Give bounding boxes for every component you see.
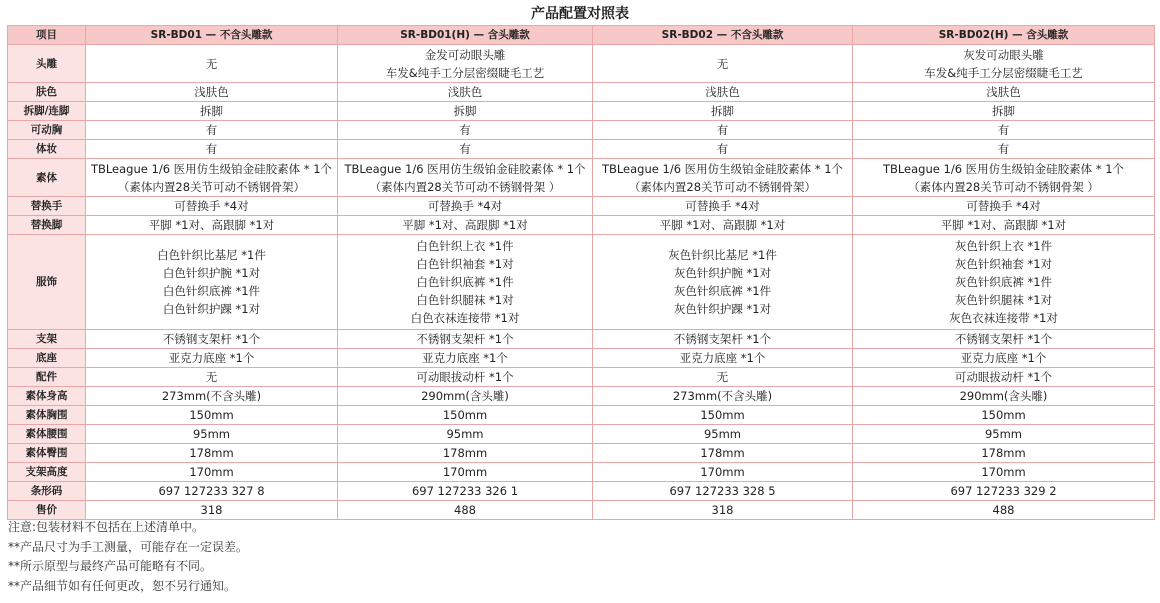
row-label: 支架高度: [8, 463, 86, 482]
cell-line: （素体内置28关节可动不锈钢骨架 ）: [908, 179, 1099, 194]
cell-line: 平脚 *1对、高跟脚 *1对: [148, 218, 275, 232]
cell-line: 有: [205, 123, 218, 137]
row-label: 底座: [8, 349, 86, 368]
table-row: [8, 406, 1155, 425]
cell-line: 灰色针织护踝 *1对: [673, 302, 772, 316]
table-row: [8, 501, 1155, 520]
table-cell: [86, 197, 338, 216]
cell-line: 亚克力底座 *1个: [422, 351, 508, 365]
cell-line: 平脚 *1对、高跟脚 *1对: [659, 218, 786, 232]
cell-line: 可替换手 *4对: [427, 199, 503, 213]
table-cell: [86, 349, 338, 368]
cell-line: 白色针织袖套 *1对: [416, 257, 514, 271]
table-cell: [338, 83, 593, 102]
cell-line: 有: [205, 142, 218, 156]
table-cell: [853, 45, 1155, 83]
row-label: 肤色: [8, 83, 86, 102]
table-cell: [338, 425, 593, 444]
table-cell: [593, 197, 853, 216]
table-cell: [86, 45, 338, 83]
cell-line: 290mm(含头雕): [421, 389, 509, 403]
cell-line: 亚克力底座 *1个: [679, 351, 766, 365]
table-cell: [593, 83, 853, 102]
row-label: 替换脚: [8, 216, 86, 235]
table-cell: [853, 197, 1155, 216]
cell-line: 可动眼拔动杆 *1个: [954, 370, 1053, 384]
table-cell: [853, 349, 1155, 368]
table-cell: [853, 102, 1155, 121]
table-cell: [593, 235, 853, 330]
cell-line: 150mm: [442, 408, 488, 422]
row-label: 支架: [8, 330, 86, 349]
table-cell: [853, 83, 1155, 102]
cell-line: 有: [459, 142, 471, 156]
table-cell: [593, 501, 853, 520]
table-cell: [338, 387, 593, 406]
table-cell: [338, 121, 593, 140]
table-cell: [593, 216, 853, 235]
table-cell: [853, 368, 1155, 387]
cell-line: 浅肤色: [194, 85, 229, 99]
row-label: 头雕: [8, 45, 86, 83]
cell-line: 灰色针织底裤 *1件: [954, 275, 1053, 289]
table-cell: [86, 463, 338, 482]
table-cell: [853, 425, 1155, 444]
column-header: SR-BD01(H) — 含头雕款: [338, 26, 593, 45]
row-label: 素体腰围: [8, 425, 86, 444]
cell-line: 178mm: [981, 446, 1026, 460]
cell-line: （素体内置28关节可动不锈钢骨架）: [117, 179, 306, 194]
table-row: [8, 444, 1155, 463]
cell-line: 可替换手 *4对: [174, 199, 249, 213]
comparison-table: [7, 25, 1155, 520]
table-cell: [86, 235, 338, 330]
table-row: [8, 121, 1155, 140]
row-label: 配件: [8, 368, 86, 387]
row-label: 体妆: [8, 140, 86, 159]
row-label: 替换手: [8, 197, 86, 216]
cell-line: 白色针织上衣 *1件: [416, 239, 514, 253]
cell-line: 273mm(不含头雕): [161, 389, 262, 403]
table-cell: [86, 387, 338, 406]
cell-line: 178mm: [442, 446, 488, 460]
cell-line: 浅肤色: [705, 85, 740, 99]
table-cell: [593, 159, 853, 197]
table-cell: [86, 444, 338, 463]
table-cell: [853, 482, 1155, 501]
table-cell: [338, 159, 593, 197]
column-header: SR-BD02(H) — 含头雕款: [853, 26, 1155, 45]
cell-line: 拆脚: [711, 104, 734, 118]
cell-line: 无: [205, 56, 218, 71]
table-cell: [593, 463, 853, 482]
cell-line: 有: [716, 142, 729, 156]
row-label: 拆脚/连脚: [8, 102, 86, 121]
table-row: [8, 102, 1155, 121]
cell-line: 有: [459, 123, 471, 137]
table-cell: [86, 140, 338, 159]
cell-line: 白色针织底裤 *1件: [162, 284, 261, 298]
table-row: [8, 349, 1155, 368]
table-cell: [853, 330, 1155, 349]
table-cell: [86, 121, 338, 140]
row-label: 素体臀围: [8, 444, 86, 463]
table-cell: [853, 235, 1155, 330]
cell-line: 可替换手 *4对: [685, 199, 760, 213]
table-cell: [338, 140, 593, 159]
row-label: 售价: [8, 501, 86, 520]
table-cell: [338, 235, 593, 330]
table-row: [8, 216, 1155, 235]
cell-line: 灰色针织护腕 *1对: [673, 266, 772, 280]
row-label: 素体胸围: [8, 406, 86, 425]
table-cell: [593, 482, 853, 501]
cell-line: 灰发可动眼头雕: [963, 47, 1044, 62]
table-cell: [338, 45, 593, 83]
cell-line: 150mm: [981, 408, 1026, 422]
cell-line: 无: [205, 370, 218, 384]
cell-line: （素体内置28关节可动不锈钢骨架 ）: [369, 179, 561, 194]
cell-line: 有: [716, 123, 729, 137]
cell-line: 灰色针织底裤 *1件: [673, 284, 772, 298]
cell-line: 178mm: [189, 446, 234, 460]
cell-line: 拆脚: [200, 104, 223, 118]
cell-line: 灰色衣袜连接带 *1对: [949, 311, 1058, 325]
page-title: 产品配置对照表: [531, 6, 629, 22]
cell-line: 273mm(不含头雕): [672, 389, 773, 403]
table-row: [8, 330, 1155, 349]
cell-line: TBLeague 1/6 医用仿生级铂金硅胶素体 * 1个: [601, 161, 844, 176]
cell-line: 178mm: [700, 446, 745, 460]
row-label: 可动胸: [8, 121, 86, 140]
cell-line: 488: [992, 503, 1015, 517]
table-cell: [593, 330, 853, 349]
table-cell: [86, 216, 338, 235]
cell-line: TBLeague 1/6 医用仿生级铂金硅胶素体 * 1个: [882, 161, 1125, 176]
cell-line: 浅肤色: [447, 85, 483, 99]
row-label: 素体身高: [8, 387, 86, 406]
row-label: 服饰: [8, 235, 86, 330]
column-header: SR-BD01 — 不含头雕款: [86, 26, 338, 45]
cell-line: 白色针织底裤 *1件: [416, 275, 514, 289]
cell-line: 95mm: [446, 427, 484, 441]
cell-line: 拆脚: [453, 104, 477, 118]
cell-line: 无: [716, 370, 729, 384]
cell-line: 拆脚: [992, 104, 1015, 118]
cell-line: 平脚 *1对、高跟脚 *1对: [402, 218, 528, 232]
cell-line: 白色针织比基尼 *1件: [157, 248, 266, 262]
cell-line: 488: [454, 503, 476, 517]
footnotes: [8, 518, 248, 596]
table-row: [8, 463, 1155, 482]
table-cell: [593, 140, 853, 159]
cell-line: 灰色针织比基尼 *1件: [668, 248, 777, 262]
table-row: [8, 45, 1155, 83]
table-cell: [853, 140, 1155, 159]
table-cell: [338, 216, 593, 235]
column-header: SR-BD02 — 不含头雕款: [593, 26, 853, 45]
table-cell: [338, 330, 593, 349]
table-cell: [853, 406, 1155, 425]
table-cell: [593, 45, 853, 83]
cell-line: 150mm: [700, 408, 745, 422]
cell-line: 车发&纯手工分层密缀睫毛工艺: [924, 65, 1083, 80]
table-cell: [338, 349, 593, 368]
table-row: [8, 83, 1155, 102]
table-cell: [853, 463, 1155, 482]
table-cell: [593, 387, 853, 406]
table-cell: [338, 197, 593, 216]
table-cell: [593, 349, 853, 368]
table-cell: [338, 102, 593, 121]
cell-line: 白色针织护踝 *1对: [162, 302, 261, 316]
cell-line: 697 127233 327 8: [158, 484, 265, 498]
table-cell: [86, 406, 338, 425]
table-row: [8, 482, 1155, 501]
table-cell: [86, 102, 338, 121]
cell-line: 可动眼拔动杆 *1个: [416, 370, 514, 384]
cell-line: 亚克力底座 *1个: [168, 351, 255, 365]
table-cell: [86, 330, 338, 349]
cell-line: 白色针织腿袜 *1对: [416, 293, 514, 307]
cell-line: 95mm: [192, 427, 231, 441]
cell-line: 灰色针织袖套 *1对: [954, 257, 1053, 271]
cell-line: 灰色针织上衣 *1件: [954, 239, 1053, 253]
table-cell: [593, 121, 853, 140]
cell-line: 150mm: [189, 408, 234, 422]
table-cell: [86, 482, 338, 501]
table-cell: [86, 425, 338, 444]
cell-line: 金发可动眼头雕: [424, 47, 506, 62]
cell-line: 灰色针织腿袜 *1对: [954, 293, 1053, 307]
table-cell: [853, 159, 1155, 197]
column-header: 项目: [8, 26, 86, 45]
cell-line: 不锈钢支架杆 *1个: [162, 332, 261, 346]
cell-line: 290mm(含头雕): [959, 389, 1048, 403]
cell-line: 697 127233 326 1: [411, 484, 519, 498]
cell-line: （素体内置28关节可动不锈钢骨架）: [628, 179, 817, 194]
table-header-row: [8, 26, 1155, 45]
cell-line: 170mm: [442, 465, 488, 479]
table-cell: [593, 425, 853, 444]
table-cell: [338, 406, 593, 425]
table-cell: [853, 387, 1155, 406]
table-row: [8, 387, 1155, 406]
table-cell: [86, 159, 338, 197]
cell-line: 318: [711, 503, 734, 517]
cell-line: 亚克力底座 *1个: [960, 351, 1047, 365]
cell-line: TBLeague 1/6 医用仿生级铂金硅胶素体 * 1个: [90, 161, 333, 176]
table-row: [8, 197, 1155, 216]
cell-line: 白色针织护腕 *1对: [162, 266, 261, 280]
table-cell: [593, 444, 853, 463]
table-row: [8, 368, 1155, 387]
cell-line: 白色衣袜连接带 *1对: [410, 311, 520, 325]
table-cell: [593, 368, 853, 387]
table-cell: [593, 102, 853, 121]
table-row: [8, 140, 1155, 159]
cell-line: 170mm: [981, 465, 1026, 479]
cell-line: 不锈钢支架杆 *1个: [954, 332, 1053, 346]
cell-line: 95mm: [703, 427, 742, 441]
cell-line: 无: [716, 56, 729, 71]
cell-line: 不锈钢支架杆 *1个: [673, 332, 772, 346]
table-row: [8, 235, 1155, 330]
cell-line: 浅肤色: [986, 85, 1021, 99]
table-cell: [853, 501, 1155, 520]
table-cell: [853, 216, 1155, 235]
cell-line: 车发&纯手工分层密缀睫毛工艺: [385, 65, 545, 80]
cell-line: 697 127233 328 5: [669, 484, 776, 498]
table-cell: [338, 368, 593, 387]
row-label: 素体: [8, 159, 86, 197]
cell-line: TBLeague 1/6 医用仿生级铂金硅胶素体 * 1个: [344, 161, 586, 176]
table-cell: [338, 463, 593, 482]
table-row: [8, 425, 1155, 444]
table-cell: [86, 501, 338, 520]
cell-line: 170mm: [700, 465, 745, 479]
cell-line: 不锈钢支架杆 *1个: [416, 332, 514, 346]
cell-line: 有: [997, 123, 1010, 137]
footnote: 注意:包装材料不包括在上述清单中。: [8, 520, 205, 534]
row-label: 条形码: [8, 482, 86, 501]
cell-line: 有: [997, 142, 1010, 156]
footnote: **产品尺寸为手工测量，可能存在一定误差。: [8, 539, 249, 554]
footnote: **所示原型与最终产品可能略有不同。: [8, 559, 213, 573]
footnote: **产品细节如有任何更改，恕不另行通知。: [8, 578, 237, 593]
cell-line: 平脚 *1对、高跟脚 *1对: [940, 218, 1067, 232]
table-cell: [338, 482, 593, 501]
table-cell: [86, 83, 338, 102]
table-cell: [593, 406, 853, 425]
cell-line: 可替换手 *4对: [966, 199, 1041, 213]
table-cell: [338, 444, 593, 463]
table-cell: [853, 121, 1155, 140]
table-cell: [853, 444, 1155, 463]
table-cell: [86, 368, 338, 387]
table-row: [8, 159, 1155, 197]
cell-line: 697 127233 329 2: [950, 484, 1057, 498]
cell-line: 170mm: [189, 465, 234, 479]
cell-line: 318: [200, 503, 223, 517]
cell-line: 95mm: [984, 427, 1023, 441]
table-cell: [338, 501, 593, 520]
